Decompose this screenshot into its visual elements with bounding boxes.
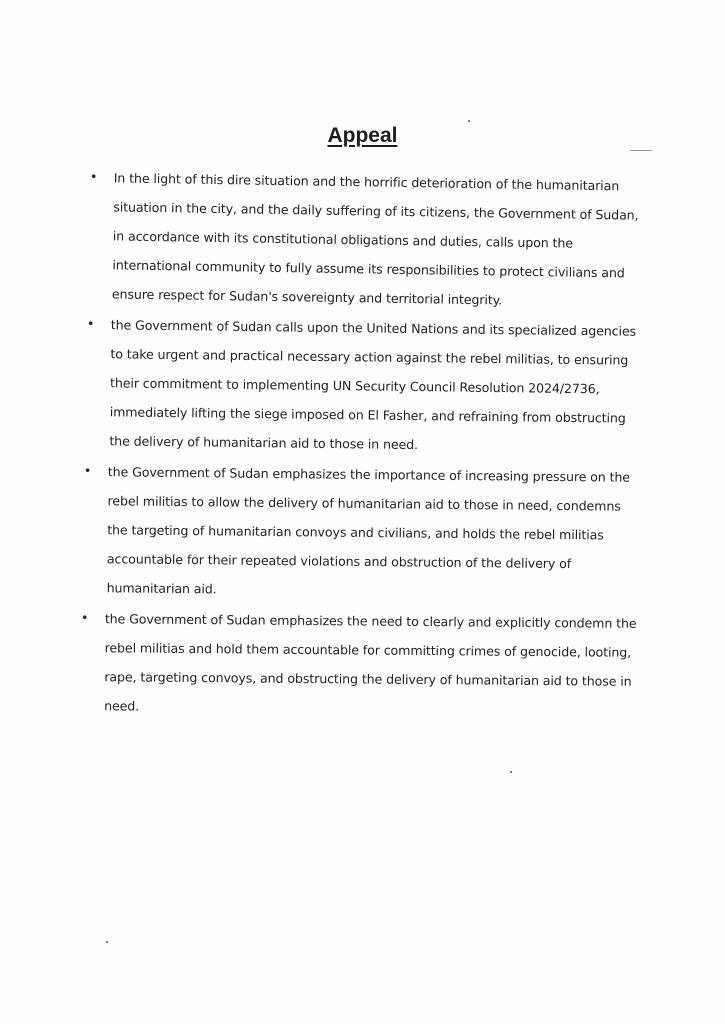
scan-speck — [106, 941, 108, 943]
bullet-dot-icon: • — [86, 316, 95, 333]
scan-edge-mark — [630, 150, 652, 151]
page-title — [0, 124, 725, 148]
appeal-bullet-list — [80, 163, 644, 722]
bullet-item-1 — [88, 163, 650, 317]
bullet-text-1: In the light of this dire situation and the horrific deterioration of the humanitarian situation in the city, and the daily suffering of its citizens, the Government of Sudan, in accordance with its constitutional obligations and duties, calls upon the international community to fully assume its responsibilities to protect civilians and ensure respect for Sudan's sovereignty and territorial integrity. — [111, 170, 639, 308]
scan-speck — [468, 120, 470, 122]
page-title-text: Appeal — [327, 124, 398, 147]
bullet-text-4: the Government of Sudan emphasizes the need to clearly and explicitly condemn the rebel militias and hold them accountable for committing crimes of genocide, looting, rape, targeting convoys, and obstructing the delivery of humanitarian aid to those in need. — [104, 611, 637, 714]
bullet-text-2: the Government of Sudan calls upon the United Nations and its specialized agencies to take urgent and practical necessary action against the rebel militias, to ensuring their commitment to implementing UN Security Council Resolution 2024/2736, immediately lifting the siege imposed on El Fasher, and refraining from obstructing the delivery of humanitarian aid to those in need. — [109, 317, 637, 453]
bullet-text-3: the Government of Sudan emphasizes the importance of increasing pressure on the rebel militias to allow the delivery of humanitarian aid to those in need, condemns the targeting of humanitarian convoys and civilians, and holds the rebel militias accountable for their repeated violations and obstruction of the delivery of humanitarian aid. — [106, 464, 631, 597]
bullet-item-2 — [85, 310, 647, 462]
bullet-dot-icon: • — [89, 169, 98, 186]
bullet-item-4 — [80, 604, 641, 725]
bullet-dot-icon: • — [83, 463, 92, 480]
scan-speck — [510, 771, 512, 773]
bullet-item-3 — [82, 457, 643, 608]
bullet-dot-icon: • — [80, 610, 89, 627]
